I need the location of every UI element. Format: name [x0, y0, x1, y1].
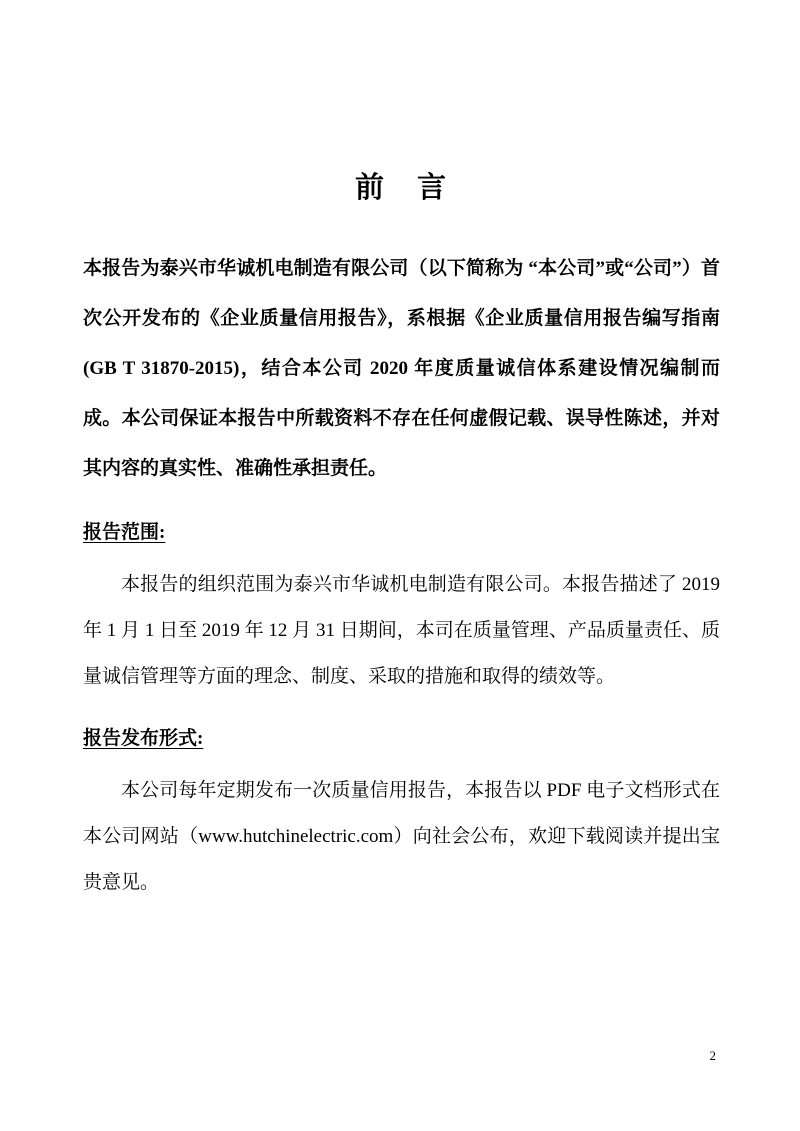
section-body-report-release-form: 本公司每年定期发布一次质量信用报告，本报告以 PDF 电子文档形式在本公司网站（www.hutchinelectric.com）向社会公布，欢迎下载阅读并提出宝贵意见。	[83, 780, 720, 893]
page-number: 2	[709, 1048, 716, 1063]
section-heading-report-release-form: 报告发布形式:	[83, 728, 204, 749]
section-body-report-scope: 本报告的组织范围为泰兴市华诚机电制造有限公司。本报告描述了 2019 年 1 月 1 日至 2019 年 12 月 31 日期间，本司在质量管理、产品质量责任、质量诚信管理等方面的理念、制度、采取的措施和取得的绩效等。	[83, 574, 720, 687]
section-heading-report-scope: 报告范围:	[83, 522, 166, 543]
page-title: 前 言	[354, 172, 448, 204]
preface-paragraph: 本报告为泰兴市华诚机电制造有限公司（以下简称为 “本公司”或“公司”）首次公开发布的《企业质量信用报告》，系根据《企业质量信用报告编写指南(GB T 31870-2015)，结合本公司 2020 年度质量诚信体系建设情况编制而成。本公司保证本报告中所载资料不存在任何虚假记载、误导性陈述，并对其内容的真实性、准确性承担责任。	[83, 258, 720, 479]
